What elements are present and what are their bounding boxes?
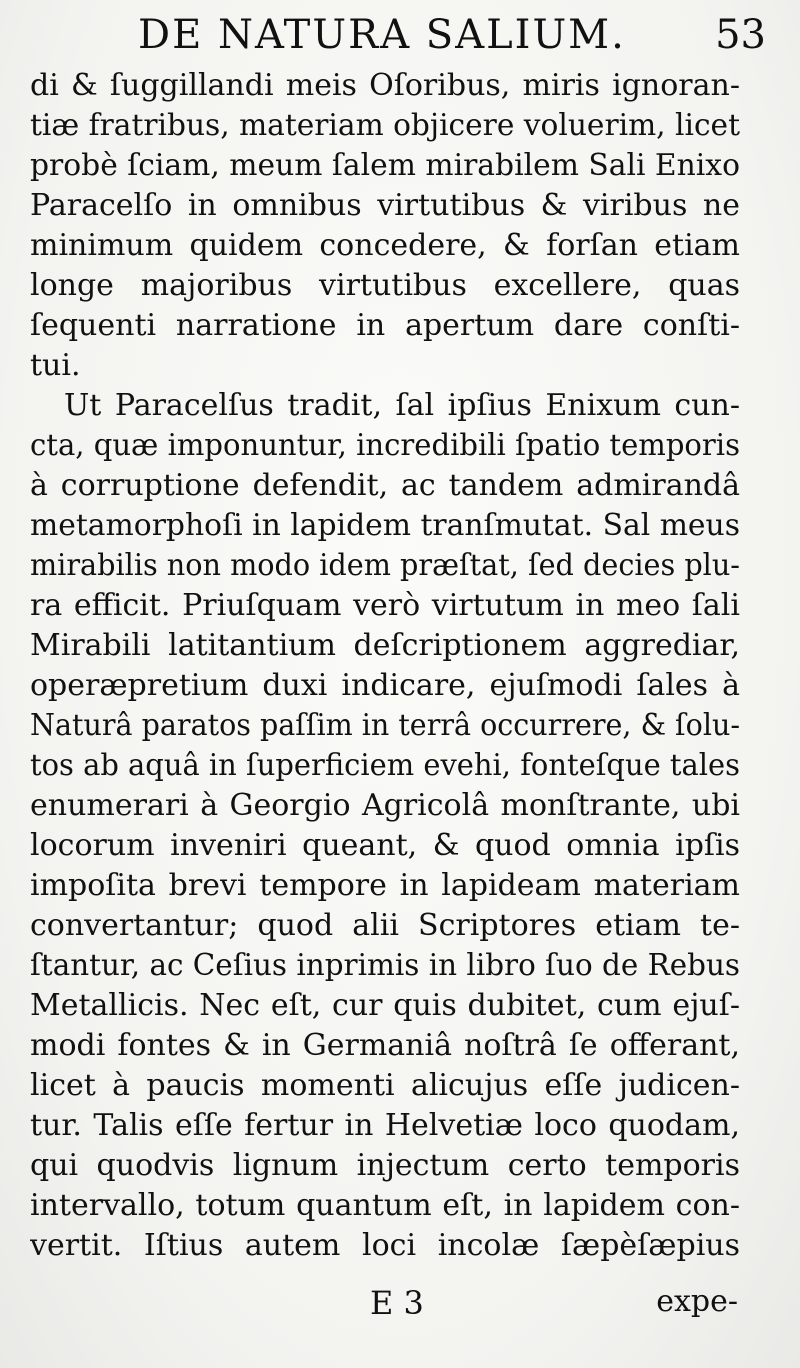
text-line: intervallo, totum quantum eſt, in lapidem con- [30, 1188, 740, 1223]
text-line: modi fontes & in Germaniâ noſtrâ ſe offerant, [30, 1028, 740, 1063]
text-line: di & ſuggillandi meis Oſoribus, miris ignoran- [30, 68, 740, 103]
page-number: 53 [715, 12, 766, 58]
text-line: Mirabili latitantium deſcriptionem aggrediar, [30, 628, 740, 663]
text-line: convertantur; quod alii Scriptores etiam te- [30, 908, 740, 943]
text-line: locorum inveniri queant, & quod omnia ipſis [30, 828, 740, 863]
text-line: Paracelſo in omnibus virtutibus & viribus ne [30, 188, 740, 223]
text-line: tos ab aquâ in ſuperficiem evehi, fonteſque tales [30, 748, 740, 783]
text-line: operæpretium duxi indicare, ejuſmodi ſales à [30, 668, 740, 703]
paragraph-start-line: Ut Paracelſus tradit, ſal ipſius Enixum cun- [64, 388, 740, 423]
text-line: tiæ fratribus, materiam objicere voluerim, licet [30, 108, 740, 143]
text-line: ſtantur, ac Ceſius inprimis in libro ſuo de Rebus [30, 948, 740, 983]
text-line: cta, quæ imponuntur, incredibili ſpatio temporis [30, 428, 740, 463]
text-line: ſequenti narratione in apertum dare conſti- [30, 308, 740, 343]
text-line: licet à paucis momenti alicujus eſſe judicen- [30, 1068, 740, 1103]
text-line: à corruptione defendit, ac tandem admirandâ [30, 468, 740, 503]
text-line: ra efficit. Priuſquam verò virtutum in meo ſali [30, 588, 740, 623]
text-line: vertit. Iſtius autem loci incolæ ſæpèſæpius [30, 1228, 740, 1263]
text-line: Metallicis. Nec eſt, cur quis dubitet, cum ejuſ- [30, 988, 740, 1023]
signature-mark: E 3 [370, 1284, 424, 1322]
text-line: minimum quidem concedere, & forſan etiam [30, 228, 740, 263]
text-line: probè ſciam, meum ſalem mirabilem Sali Enixo [30, 148, 740, 183]
text-line: qui quodvis lignum injectum certo temporis [30, 1148, 740, 1183]
text-line: Naturâ paratos paſſim in terrâ occurrere, & ſolu- [30, 708, 740, 743]
text-line: tui. [30, 348, 81, 383]
text-line: enumerari à Georgio Agricolâ monſtrante, ubi [30, 788, 740, 823]
running-head [0, 12, 800, 64]
body-text [30, 66, 740, 1266]
text-line: metamorphoſi in lapidem tranſmutat. Sal meus [30, 508, 740, 543]
catchword: expe- [656, 1284, 738, 1319]
text-line: tur. Talis eſſe fertur in Helvetiæ loco quodam, [30, 1108, 740, 1143]
text-line: impoſita brevi tempore in lapideam materiam [30, 868, 740, 903]
text-line: mirabilis non modo idem præſtat, ſed decies plu- [30, 548, 740, 583]
page-title: DE NATURA SALIUM. [138, 12, 626, 58]
text-line: longe majoribus virtutibus excellere, quas [30, 268, 740, 303]
